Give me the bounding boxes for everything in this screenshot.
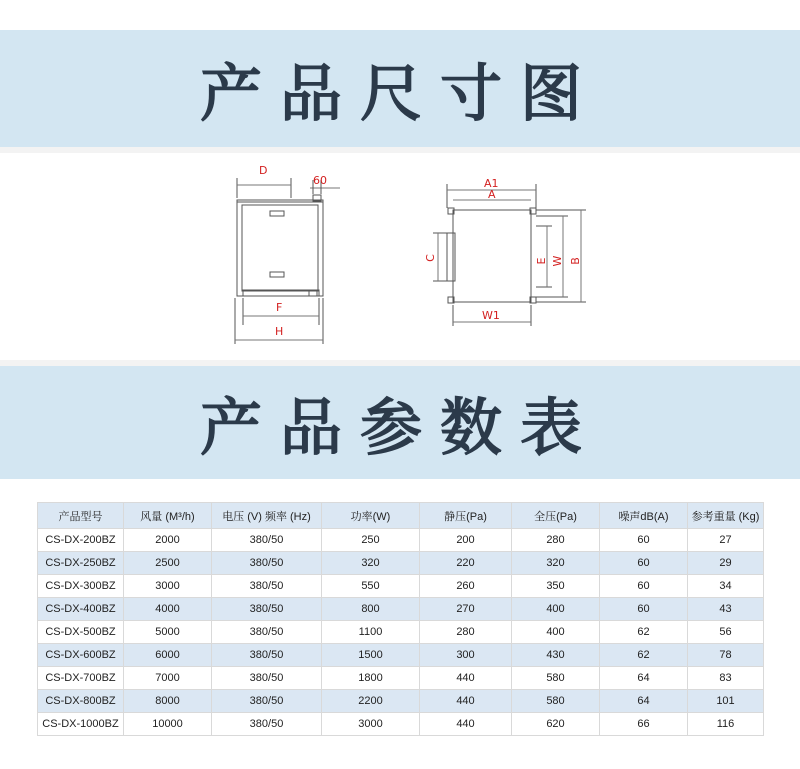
label-A: A bbox=[488, 188, 496, 201]
cell: 8000 bbox=[124, 690, 212, 713]
table-header-row bbox=[38, 503, 764, 529]
right-view bbox=[433, 184, 586, 326]
cell: 380/50 bbox=[212, 713, 322, 736]
cell: 5000 bbox=[124, 621, 212, 644]
table-row bbox=[38, 575, 764, 598]
cell: 300 bbox=[420, 644, 512, 667]
label-A1: A1 bbox=[484, 177, 499, 190]
cell: 116 bbox=[688, 713, 764, 736]
header-airflow: 风量 (M³/h) bbox=[124, 503, 212, 529]
cell: 220 bbox=[420, 552, 512, 575]
cell: 1800 bbox=[322, 667, 420, 690]
cell: CS-DX-800BZ bbox=[38, 690, 124, 713]
label-H: H bbox=[275, 325, 284, 338]
cell: CS-DX-300BZ bbox=[38, 575, 124, 598]
cell: 400 bbox=[512, 598, 600, 621]
cell: 60 bbox=[600, 552, 688, 575]
label-D: D bbox=[259, 164, 268, 177]
table-row bbox=[38, 552, 764, 575]
cell: 27 bbox=[688, 529, 764, 552]
label-C: C bbox=[424, 254, 437, 262]
label-E: E bbox=[535, 257, 548, 265]
cell: 320 bbox=[512, 552, 600, 575]
cell: 78 bbox=[688, 644, 764, 667]
header-model: 产品型号 bbox=[38, 503, 124, 529]
cell: 380/50 bbox=[212, 598, 322, 621]
cell: 380/50 bbox=[212, 575, 322, 598]
cell: 250 bbox=[322, 529, 420, 552]
cell: 2000 bbox=[124, 529, 212, 552]
cell: CS-DX-250BZ bbox=[38, 552, 124, 575]
header-static-pressure: 静压(Pa) bbox=[420, 503, 512, 529]
cell: 270 bbox=[420, 598, 512, 621]
label-W1: W1 bbox=[482, 309, 500, 322]
cell: 440 bbox=[420, 667, 512, 690]
cell: 64 bbox=[600, 667, 688, 690]
cell: 62 bbox=[600, 644, 688, 667]
label-W: W bbox=[551, 255, 564, 267]
cell: 1500 bbox=[322, 644, 420, 667]
cell: CS-DX-700BZ bbox=[38, 667, 124, 690]
cell: CS-DX-200BZ bbox=[38, 529, 124, 552]
cell: 3000 bbox=[322, 713, 420, 736]
cell: 7000 bbox=[124, 667, 212, 690]
table-row bbox=[38, 621, 764, 644]
cell: 380/50 bbox=[212, 552, 322, 575]
cell: CS-DX-400BZ bbox=[38, 598, 124, 621]
table-row bbox=[38, 529, 764, 552]
parameter-banner bbox=[0, 366, 800, 479]
cell: 440 bbox=[420, 713, 512, 736]
cell: 43 bbox=[688, 598, 764, 621]
cell: 83 bbox=[688, 667, 764, 690]
cell: 280 bbox=[420, 621, 512, 644]
cell: 60 bbox=[600, 529, 688, 552]
cell: 800 bbox=[322, 598, 420, 621]
cell: 620 bbox=[512, 713, 600, 736]
table-row bbox=[38, 644, 764, 667]
cell: 6000 bbox=[124, 644, 212, 667]
cell: 580 bbox=[512, 690, 600, 713]
header-noise: 噪声dB(A) bbox=[600, 503, 688, 529]
header-voltage: 电压 (V) 频率 (Hz) bbox=[212, 503, 322, 529]
dimension-title: 产品尺寸图 bbox=[199, 57, 600, 130]
cell: 380/50 bbox=[212, 667, 322, 690]
table-row bbox=[38, 598, 764, 621]
cell: 4000 bbox=[124, 598, 212, 621]
cell: 430 bbox=[512, 644, 600, 667]
table-row bbox=[38, 667, 764, 690]
table-row bbox=[38, 690, 764, 713]
cell: 320 bbox=[322, 552, 420, 575]
parameter-table bbox=[37, 502, 764, 736]
cell: CS-DX-600BZ bbox=[38, 644, 124, 667]
cell: 1100 bbox=[322, 621, 420, 644]
cell: 380/50 bbox=[212, 621, 322, 644]
cell: 66 bbox=[600, 713, 688, 736]
dimension-banner bbox=[0, 30, 800, 147]
cell: 64 bbox=[600, 690, 688, 713]
cell: 400 bbox=[512, 621, 600, 644]
cell: 440 bbox=[420, 690, 512, 713]
cell: 101 bbox=[688, 690, 764, 713]
cell: 350 bbox=[512, 575, 600, 598]
cell: 56 bbox=[688, 621, 764, 644]
cell: 280 bbox=[512, 529, 600, 552]
cell: 60 bbox=[600, 575, 688, 598]
label-60: 60 bbox=[313, 174, 327, 187]
cell: 380/50 bbox=[212, 690, 322, 713]
cell: 34 bbox=[688, 575, 764, 598]
header-weight: 参考重量 (Kg) bbox=[688, 503, 764, 529]
left-view bbox=[235, 178, 340, 344]
cell: CS-DX-500BZ bbox=[38, 621, 124, 644]
cell: 260 bbox=[420, 575, 512, 598]
cell: 200 bbox=[420, 529, 512, 552]
table-row bbox=[38, 713, 764, 736]
cell: CS-DX-1000BZ bbox=[38, 713, 124, 736]
label-B: B bbox=[569, 257, 582, 265]
cell: 380/50 bbox=[212, 644, 322, 667]
cell: 10000 bbox=[124, 713, 212, 736]
cell: 2500 bbox=[124, 552, 212, 575]
dimension-drawing bbox=[0, 150, 800, 360]
header-total-pressure: 全压(Pa) bbox=[512, 503, 600, 529]
cell: 62 bbox=[600, 621, 688, 644]
cell: 2200 bbox=[322, 690, 420, 713]
cell: 3000 bbox=[124, 575, 212, 598]
parameter-title: 产品参数表 bbox=[199, 391, 600, 464]
cell: 550 bbox=[322, 575, 420, 598]
header-power: 功率(W) bbox=[322, 503, 420, 529]
cell: 60 bbox=[600, 598, 688, 621]
cell: 380/50 bbox=[212, 529, 322, 552]
cell: 29 bbox=[688, 552, 764, 575]
label-F: F bbox=[276, 301, 283, 314]
cell: 580 bbox=[512, 667, 600, 690]
